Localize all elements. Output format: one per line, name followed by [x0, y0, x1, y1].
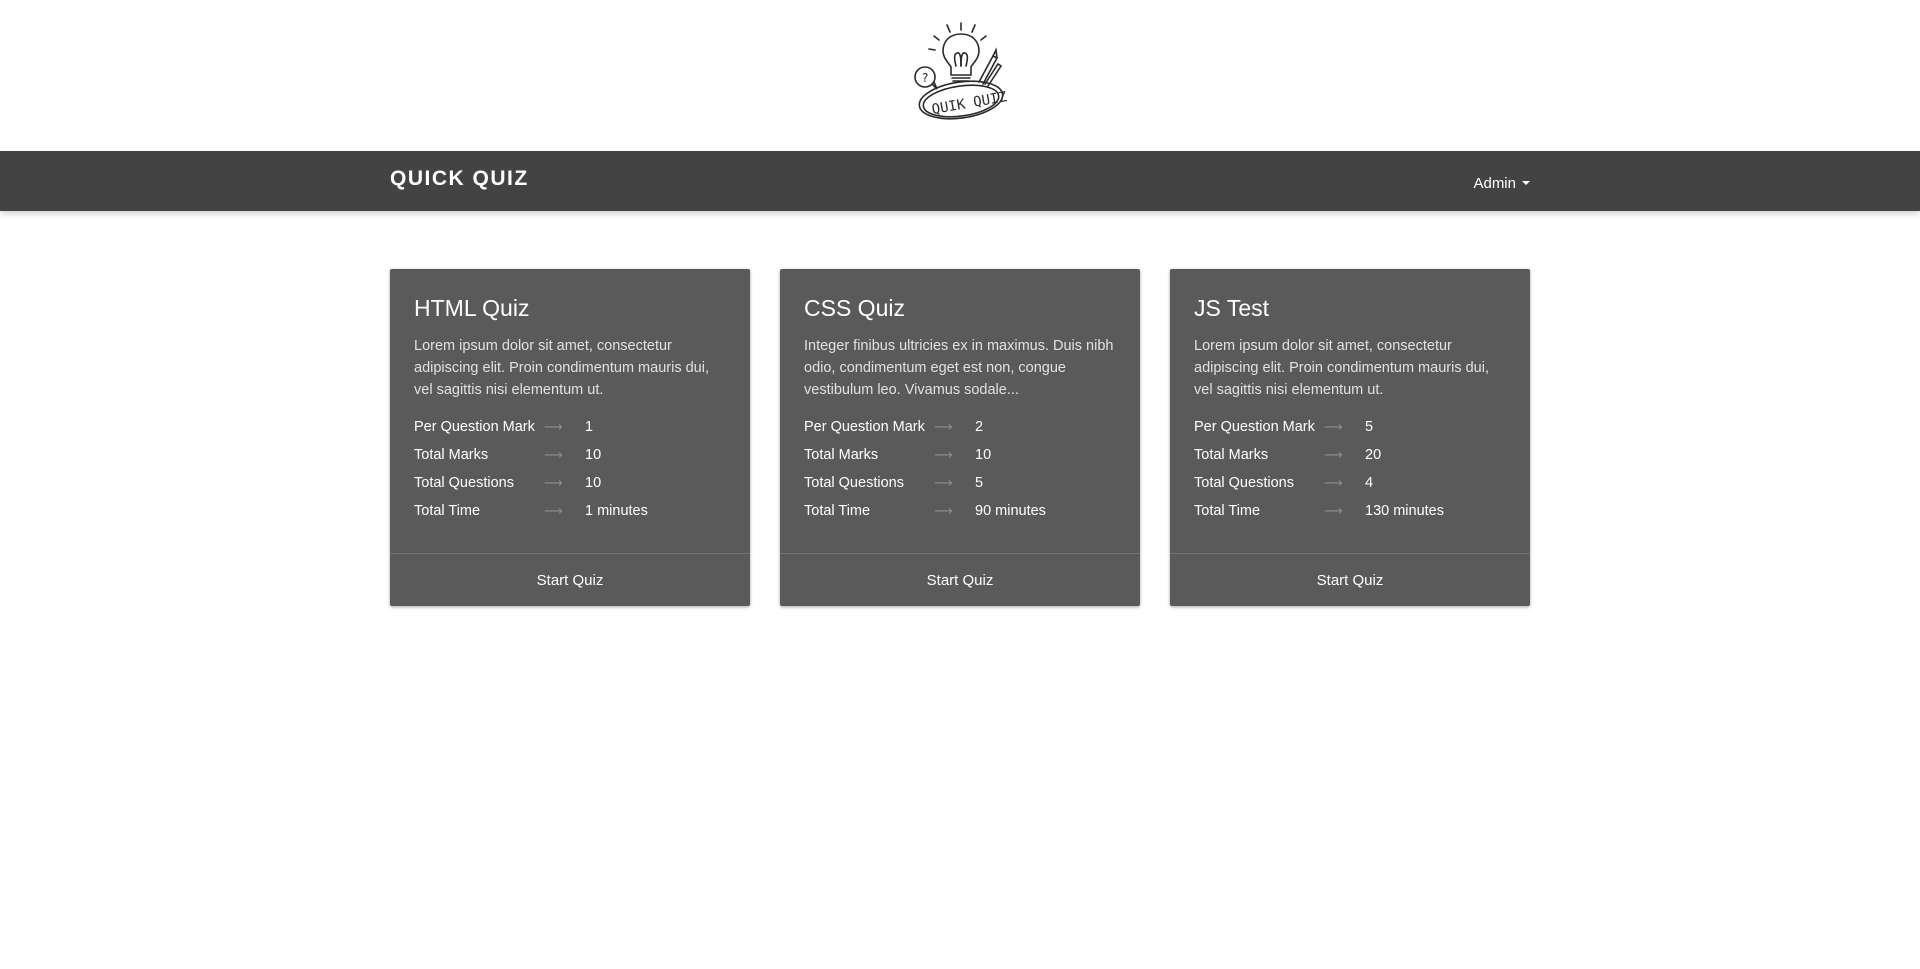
stat-value: 130 minutes [1365, 503, 1444, 519]
arrow-right-icon: ⟶ [544, 503, 563, 518]
logo-bubble-text: ? [922, 71, 929, 85]
navbar [0, 151, 1920, 211]
stat-label: Total Marks [804, 447, 879, 463]
stat-label: Total Marks [414, 447, 489, 463]
quiz-title: JS Test [1194, 295, 1269, 321]
stat-value: 10 [585, 447, 602, 463]
stat-value: 4 [1365, 475, 1374, 491]
stat-value: 5 [975, 475, 984, 491]
admin-dropdown[interactable] [1473, 175, 1530, 192]
stat-row [414, 497, 726, 525]
stat-label: Total Time [1194, 503, 1261, 519]
quiz-description: Lorem ipsum dolor sit amet, consectetur adipiscing elit. Proin condimentum mauris dui, vel sagittis nisi elementum ut. [414, 338, 709, 398]
stat-row [804, 441, 1116, 469]
arrow-right-icon: ⟶ [1324, 503, 1343, 518]
caret-down-icon [1522, 181, 1530, 185]
stat-value: 10 [585, 475, 602, 491]
card-footer [780, 553, 1140, 606]
quiz-title: HTML Quiz [414, 295, 530, 321]
arrow-right-icon: ⟶ [544, 419, 563, 434]
quiz-card-list [390, 269, 1530, 606]
card-footer [1170, 553, 1530, 606]
arrow-right-icon: ⟶ [934, 503, 953, 518]
card-body [1170, 269, 1530, 553]
stat-row [414, 413, 726, 441]
stat-value: 5 [1365, 419, 1374, 435]
quiz-card-html [390, 269, 750, 606]
arrow-right-icon: ⟶ [1324, 475, 1343, 490]
stat-label: Total Questions [804, 475, 904, 491]
start-quiz-button[interactable]: Start Quiz [536, 571, 604, 589]
start-quiz-button[interactable]: Start Quiz [926, 571, 994, 589]
stat-row [414, 469, 726, 497]
arrow-right-icon: ⟶ [934, 447, 953, 462]
arrow-right-icon: ⟶ [1324, 419, 1343, 434]
quiz-title: CSS Quiz [804, 295, 905, 321]
stat-value: 1 [585, 419, 594, 435]
stat-label: Per Question Mark [804, 419, 925, 435]
stat-label: Per Question Mark [414, 419, 535, 435]
brand-link[interactable]: QUICK QUIZ [390, 166, 529, 190]
stat-value: 20 [1365, 447, 1382, 463]
stat-label: Total Time [804, 503, 871, 519]
arrow-right-icon: ⟶ [544, 475, 563, 490]
quik-quiz-logo [905, 22, 1015, 126]
arrow-right-icon: ⟶ [1324, 447, 1343, 462]
stat-row [804, 469, 1116, 497]
stat-row [804, 497, 1116, 525]
quiz-card-css [780, 269, 1140, 606]
admin-label: Admin [1473, 174, 1516, 192]
stat-row [1194, 441, 1506, 469]
arrow-right-icon: ⟶ [544, 447, 563, 462]
stat-row [804, 413, 1116, 441]
stat-value: 90 minutes [975, 503, 1046, 519]
stat-row [1194, 497, 1506, 525]
logo-area [0, 0, 1920, 151]
start-quiz-button[interactable]: Start Quiz [1316, 571, 1384, 589]
navbar-inner [390, 151, 1530, 211]
stat-row [1194, 413, 1506, 441]
quiz-description: Integer finibus ultricies ex in maximus. Duis nibh odio, condimentum eget est non, congue vestibulum leo. Vivamus sodale... [804, 338, 1114, 398]
stat-label: Total Questions [414, 475, 514, 491]
stat-label: Per Question Mark [1194, 419, 1315, 435]
logo-text: QUIK QUIZ [930, 89, 1009, 119]
arrow-right-icon: ⟶ [934, 419, 953, 434]
stat-label: Total Time [414, 503, 481, 519]
stat-value: 1 minutes [585, 503, 648, 519]
stat-label: Total Questions [1194, 475, 1294, 491]
stat-label: Total Marks [1194, 447, 1269, 463]
arrow-right-icon: ⟶ [934, 475, 953, 490]
quiz-card-js [1170, 269, 1530, 606]
stat-row [1194, 469, 1506, 497]
card-body [390, 269, 750, 553]
quiz-description: Lorem ipsum dolor sit amet, consectetur adipiscing elit. Proin condimentum mauris dui, vel sagittis nisi elementum ut. [1194, 338, 1489, 398]
stat-value: 10 [975, 447, 992, 463]
stat-value: 2 [975, 419, 984, 435]
card-body [780, 269, 1140, 553]
stat-row [414, 441, 726, 469]
card-footer [390, 553, 750, 606]
